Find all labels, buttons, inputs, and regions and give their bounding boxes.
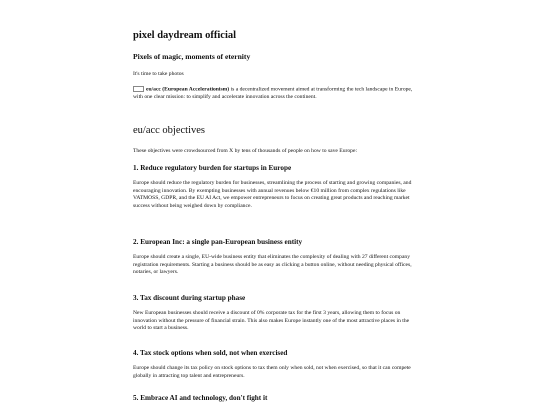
objective-title: 2. European Inc: a single pan-European business entity: [133, 238, 303, 246]
objective-2: [133, 238, 415, 277]
objective-title: 4. Tax stock options when sold, not when exercised: [133, 349, 288, 357]
objectives-lead: These objectives were crowdsourced from X by tens of thousands of people on how to save Europe:: [133, 148, 357, 154]
objective-1: [133, 164, 415, 211]
photos-line: It's time to take photos: [133, 71, 184, 77]
objective-title: 1. Reduce regulatory burden for startups in Europe: [133, 164, 292, 172]
objective-body: Europe should reduce the regulatory burden for businesses, streamlining the process of starting and growing companies, and encouraging innovation. By exempting businesses with annual revenues below €10 million from complex regulations like VATMOSS, GDPR, and the EU AI Act, we empower entrepreneurs to focus on creating great products and reaching market success without being weighed down by compliance.: [133, 180, 412, 210]
site-tagline: Pixels of magic, moments of eternity: [133, 52, 251, 61]
intro-paragraph: [133, 86, 415, 102]
objective-title: 3. Tax discount during startup phase: [133, 294, 246, 302]
intro-name: eu/acc (European Accelerationism): [146, 86, 230, 93]
eu-flag-icon: [133, 86, 144, 92]
objective-title: 5. Embrace AI and technology, don't fight it: [133, 394, 268, 402]
objective-body: Europe should change its tax policy on stock options to tax them only when sold, not when exercised, so that it can compete globally in attracting top talent and entrepreneurs.: [133, 365, 411, 379]
objective-4: [133, 349, 415, 380]
objective-body: New European businesses should receive a discount of 0% corporate tax for the first 3 years, allowing them to focus on innovation without the pressure of financial strain. This also makes Europe instantly one of the most attractive places in the world to start a business.: [133, 310, 410, 332]
objectives-heading: eu/acc objectives: [133, 125, 206, 136]
objective-5: [133, 394, 415, 402]
intro-text: is a decentralized movement aimed at transforming the tech landscape in Europe, with one clear mission: to simplify and accelerate innovation across the continent.: [133, 86, 413, 100]
site-title[interactable]: pixel daydream official: [133, 30, 237, 41]
objective-body: Europe should create a single, EU-wide business entity that eliminates the complexity of dealing with 27 different company registration requirements. Starting a business should be as easy as clicking a button online, without needing physical offices, notaries, or lawyers.: [133, 254, 412, 276]
objective-3: [133, 294, 415, 333]
